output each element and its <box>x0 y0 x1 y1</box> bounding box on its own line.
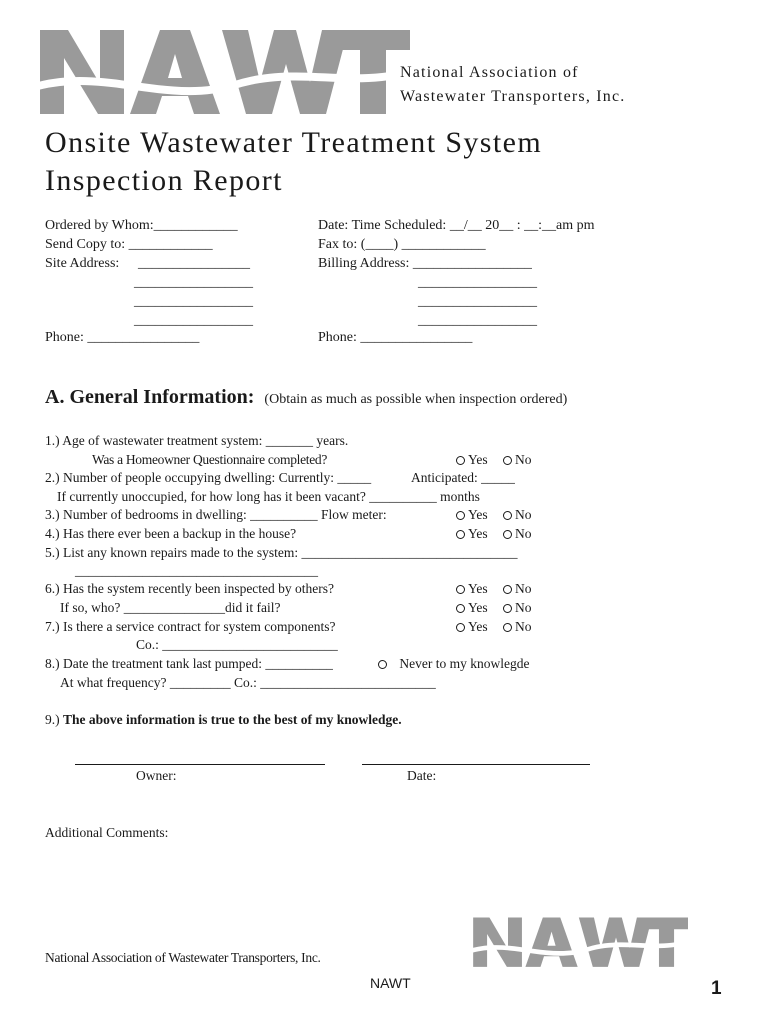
site-address-line[interactable]: _________________ <box>134 294 253 309</box>
no-option[interactable]: No <box>503 619 532 634</box>
billing-address-line[interactable]: _________________ <box>418 294 537 309</box>
yes-no-q6 <box>456 581 532 597</box>
radio-circle-icon <box>378 660 387 669</box>
yes-option[interactable]: Yes <box>456 619 488 634</box>
no-option[interactable]: No <box>503 452 532 467</box>
question-2b: If currently unoccupied, for how long has it been vacant? __________ months <box>57 489 480 504</box>
never-option[interactable] <box>378 656 529 672</box>
yes-option[interactable]: Yes <box>456 581 488 596</box>
no-option[interactable]: No <box>503 507 532 522</box>
question-7-company[interactable]: Co.: __________________________ <box>136 637 338 652</box>
question-4: 4.) Has there ever been a backup in the house? <box>45 526 297 541</box>
site-address-line[interactable]: _________________ <box>134 313 253 328</box>
report-title-line1: Onsite Wastewater Treatment System <box>45 126 543 159</box>
never-label: Never to my knowlegde <box>399 656 530 671</box>
question-9-number: 9.) <box>45 712 60 727</box>
question-7: 7.) Is there a service contract for system components? <box>45 619 336 634</box>
question-8: 8.) Date the treatment tank last pumped: __________ <box>45 656 333 671</box>
radio-circle-icon <box>503 623 512 632</box>
question-6: 6.) Has the system recently been inspected by others? <box>45 581 335 596</box>
question-2: 2.) Number of people occupying dwelling: Currently: _____ <box>45 470 372 485</box>
question-3: 3.) Number of bedrooms in dwelling: __________ Flow meter: <box>45 507 387 522</box>
date-signature-line[interactable] <box>362 764 590 765</box>
site-address-label: Site Address: <box>45 256 120 271</box>
billing-address-field[interactable]: Billing Address: _________________ <box>318 256 532 271</box>
nawt-logo <box>38 24 410 116</box>
yes-no-q6b <box>456 600 532 616</box>
site-address-line[interactable]: ________________ <box>138 256 250 271</box>
question-5: 5.) List any known repairs made to the system: ________________________________ <box>45 545 518 560</box>
yes-option[interactable]: Yes <box>456 507 488 522</box>
radio-circle-icon <box>503 604 512 613</box>
radio-circle-icon <box>456 530 465 539</box>
radio-circle-icon <box>456 511 465 520</box>
question-9-statement: The above information is true to the best of my knowledge. <box>63 712 402 727</box>
date-label: Date: <box>407 768 437 783</box>
yes-no-q7 <box>456 619 532 635</box>
question-5-line[interactable]: ____________________________________ <box>75 563 318 578</box>
nawt-logo <box>472 914 688 968</box>
yes-option[interactable]: Yes <box>456 526 488 541</box>
radio-circle-icon <box>503 511 512 520</box>
no-option[interactable]: No <box>503 581 532 596</box>
question-8b: At what frequency? _________ Co.: __________________________ <box>60 675 436 690</box>
no-option[interactable]: No <box>503 526 532 541</box>
section-a-header <box>45 386 567 409</box>
org-name-line2: Wastewater Transporters, Inc. <box>400 88 626 105</box>
footer-center-text: NAWT <box>370 975 411 991</box>
yes-option[interactable]: Yes <box>456 600 488 615</box>
no-option[interactable]: No <box>503 600 532 615</box>
radio-circle-icon <box>456 585 465 594</box>
site-address-line[interactable]: _________________ <box>134 275 253 290</box>
radio-circle-icon <box>503 530 512 539</box>
radio-circle-icon <box>456 623 465 632</box>
ordered-by-field[interactable]: Ordered by Whom:____________ <box>45 218 238 233</box>
question-9 <box>45 712 402 728</box>
question-1: 1.) Age of wastewater treatment system: _______ years. <box>45 433 349 448</box>
owner-label: Owner: <box>136 768 177 783</box>
date-time-field[interactable]: Date: Time Scheduled: __/__ 20__ : __:__am pm <box>318 218 595 233</box>
phone-field-left[interactable]: Phone: ________________ <box>45 330 200 345</box>
send-copy-field[interactable]: Send Copy to: ____________ <box>45 237 213 252</box>
question-6b: If so, who? _______________did it fail? <box>60 600 281 615</box>
fax-field[interactable]: Fax to: (____) ____________ <box>318 237 486 252</box>
phone-field-right[interactable]: Phone: ________________ <box>318 330 473 345</box>
org-name-line1: National Association of <box>400 64 579 81</box>
section-a-note: (Obtain as much as possible when inspection ordered) <box>264 392 568 407</box>
page-number: 1 <box>711 978 722 999</box>
yes-no-q3 <box>456 507 532 523</box>
question-2-anticipated: Anticipated: _____ <box>411 470 515 485</box>
yes-option[interactable]: Yes <box>456 452 488 467</box>
billing-address-line[interactable]: _________________ <box>418 275 537 290</box>
radio-circle-icon <box>456 604 465 613</box>
yes-no-q4 <box>456 526 532 542</box>
report-title-line2: Inspection Report <box>45 164 283 197</box>
billing-address-line[interactable]: _________________ <box>418 313 537 328</box>
radio-circle-icon <box>503 585 512 594</box>
yes-no-q1 <box>456 452 532 468</box>
section-a-heading: A. General Information: <box>45 386 255 408</box>
question-1b: Was a Homeowner Questionnaire completed? <box>92 452 328 467</box>
radio-circle-icon <box>456 456 465 465</box>
radio-circle-icon <box>503 456 512 465</box>
footer-org-name: National Association of Wastewater Transporters, Inc. <box>45 950 321 965</box>
owner-signature-line[interactable] <box>75 764 325 765</box>
additional-comments-label: Additional Comments: <box>45 825 169 840</box>
